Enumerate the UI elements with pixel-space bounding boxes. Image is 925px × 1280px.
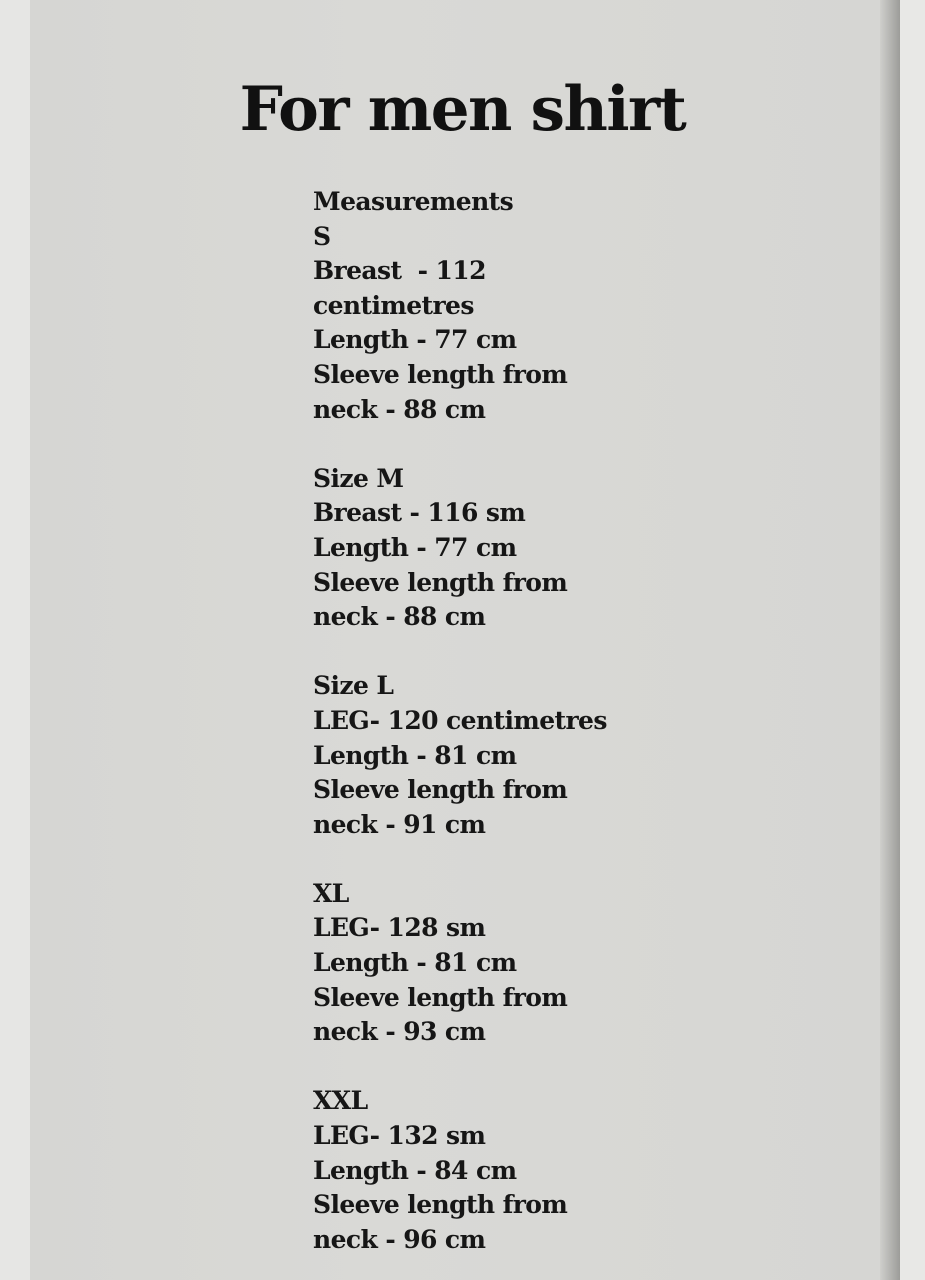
measurements-list [313, 185, 607, 1257]
length-measurement: Length - 81 cm [313, 740, 517, 770]
size-xl-section [313, 877, 607, 1050]
size-label: Size L [313, 671, 394, 701]
size-xxl-section [313, 1084, 607, 1257]
size-label: Size M [313, 463, 404, 493]
left-background-strip [0, 0, 30, 1280]
sleeve-measurement: neck - 88 cm [313, 394, 486, 424]
sleeve-label: Sleeve length from [313, 775, 568, 805]
sleeve-measurement: neck - 93 cm [313, 1017, 486, 1047]
breast-measurement: Breast - 112 [313, 256, 486, 286]
sleeve-measurement: neck - 91 cm [313, 809, 486, 839]
length-measurement: Length - 77 cm [313, 532, 517, 562]
sleeve-label: Sleeve length from [313, 1190, 568, 1220]
paper-right-edge-shadow [880, 0, 900, 1280]
sleeve-label: Sleeve length from [313, 567, 568, 597]
breast-unit: centimetres [313, 290, 474, 320]
length-measurement: Length - 84 cm [313, 1155, 517, 1185]
leg-measurement: LEG- 132 sm [313, 1121, 486, 1151]
sleeve-measurement: neck - 96 cm [313, 1224, 486, 1254]
measurements-heading: Measurements [313, 187, 514, 216]
page-title: For men shirt [239, 74, 686, 145]
leg-measurement: LEG- 128 sm [313, 913, 486, 943]
size-s-section [313, 185, 607, 427]
size-label: XL [313, 878, 349, 908]
length-measurement: Length - 81 cm [313, 948, 517, 978]
size-l-section [313, 669, 607, 842]
breast-measurement: Breast - 116 sm [313, 498, 526, 528]
sleeve-label: Sleeve length from [313, 359, 568, 389]
size-label: S [313, 221, 331, 251]
sleeve-measurement: neck - 88 cm [313, 602, 486, 632]
size-label: XXL [313, 1086, 368, 1116]
size-m-section [313, 462, 607, 635]
sleeve-label: Sleeve length from [313, 982, 568, 1012]
right-background-strip [900, 0, 925, 1280]
length-measurement: Length - 77 cm [313, 325, 517, 355]
leg-measurement: LEG- 120 centimetres [313, 705, 607, 735]
